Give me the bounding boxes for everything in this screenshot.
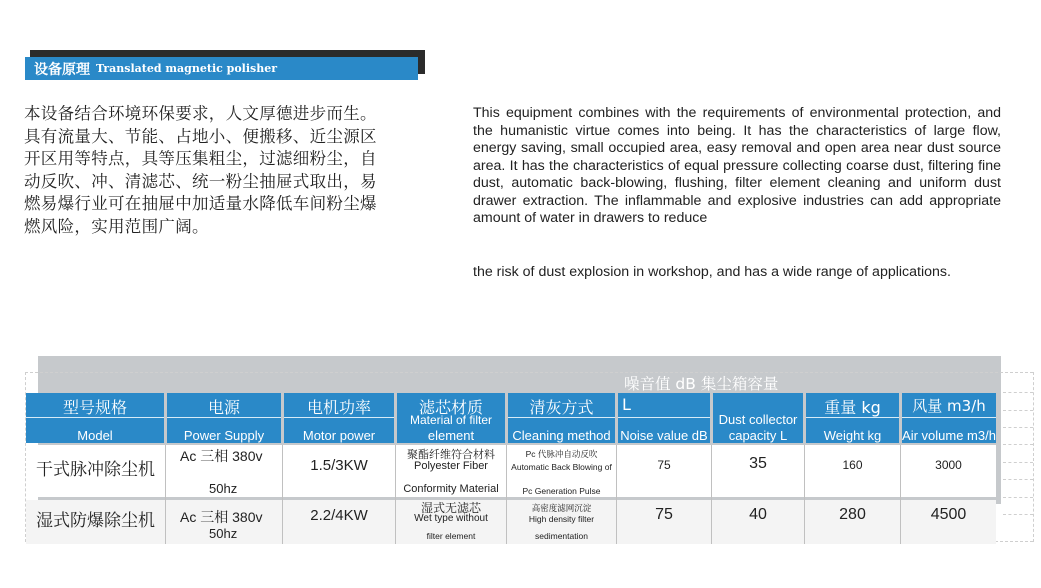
guide-line [1003,462,1033,463]
header-divider [618,417,710,418]
column-divider [165,445,166,544]
header-filter [397,393,505,443]
header-air [902,393,996,443]
header-divider [902,417,996,418]
row2-motor: 2.2/4KW [310,507,368,524]
header-weight [806,393,899,443]
section-banner [25,57,418,80]
row1-cleaning-line1: Pc 代脉冲自动反吹 [525,449,598,459]
guide-line [1003,497,1033,498]
row1-power-line1: Ac 三相 380v [180,448,263,464]
intro-zh-line: 动反吹、冲、清滤芯、统一粉尘抽屉式取出，易 [24,171,377,191]
header-motor-zh: 电机功率 [306,398,371,417]
section-title-en: Translated magnetic polisher [96,62,278,75]
header-power-zh: 电源 [207,398,240,417]
intro-en-paragraph: This equipment combines with the requirements of environmental protection, and the humanistic virtue comes into being. It has the characteristics of large flow, energy saving, small occupied area, easy removal and open area near dust source area. It has the characteristics of equal pressure collecting coarse dust, filtering fine dust, automatic back-blowing, flushing, filter element cleaning and uniform dust drawer extraction. The inflammable and explosive industries can add appropriate amount of water in drawers to reduce [473,105,1001,226]
header-model [26,393,164,443]
header-cleaning [508,393,615,443]
guide-line [1003,479,1033,480]
header-divider [806,417,899,418]
header-noise-zh: L [622,395,631,414]
header-cleaning-en: Cleaning method [512,428,611,443]
row1-dust: 35 [749,455,767,472]
header-divider [26,417,164,418]
intro-zh-line: 具有流量大、节能、占地小、便搬移、近尘源区 [24,126,377,146]
header-motor-en: Motor power [302,428,376,443]
header-filter-en-top: Material of filter [409,413,493,427]
header-dust-en: capacity L [728,428,788,443]
row1-filter-line1: 聚酯纤维符合材料 [407,449,495,461]
header-motor [284,393,394,443]
row1-weight: 160 [842,458,863,472]
row1-air: 3000 [935,458,962,472]
header-power [167,393,281,443]
header-model-en: Model [77,428,113,443]
intro-zh-paragraph [24,103,444,239]
row2-model: 湿式防爆除尘机 [36,511,155,531]
intro-zh-line: 本设备结合环境环保要求，人文厚德进步而生。 [24,104,377,123]
row2-power-line1: Ac 三相 380v [180,509,263,525]
header-air-en: Air volume m3/h [902,428,996,443]
guide-line [1003,427,1033,428]
header-noise-en: Noise value dB [620,428,708,443]
header-divider [508,417,615,418]
header-filter-zh: 滤芯材质 [418,398,483,417]
header-dust [713,393,803,443]
row2-filter-line1: 湿式无滤芯 [420,501,481,515]
row2-filter-line2: Wet type without [414,513,488,524]
header-weight-en: Weight kg [823,428,882,443]
header-noise [618,393,710,443]
row2-cleaning-line2: High density filter [528,514,595,524]
guide-line [1003,444,1033,445]
row2-dust: 40 [749,506,767,523]
row1-model: 干式脉冲除尘机 [36,460,155,480]
row2-filter-line3: filter element [426,531,476,541]
header-filter-en: element [427,428,475,443]
header-power-en: Power Supply [183,428,265,443]
row2-cleaning-line1: 高密度滤网沉淀 [531,503,592,513]
row1-filter-line3: Conformity Material [403,483,499,495]
row1-power-line2: 50hz [209,481,238,496]
section-title-zh: 设备原理 [34,61,90,78]
guide-line [1003,392,1033,393]
row1-motor: 1.5/3KW [310,457,368,474]
header-cleaning-zh: 清灰方式 [529,398,594,417]
table-top-strip-label: 噪音值 dB 集尘箱容量 [624,375,779,393]
header-model-zh: 型号规格 [62,398,127,417]
intro-zh-line: 燃风险，实用范围广阔。 [24,216,209,236]
header-divider [284,417,394,418]
row1-cleaning-line3: Pc Generation Pulse [522,486,601,496]
header-air-zh: 风量 m3/h [912,397,986,415]
header-dust-en-top: Dust collector [718,412,798,427]
row2-cleaning-line3: sedimentation [535,531,588,541]
intro-zh-line: 开区用等特点，具等压集粗尘，过滤细粉尘，自 [24,149,377,169]
guide-line [25,372,1033,373]
intro-zh-line: 燃易爆行业可在抽屉中加适量水降低车间粉尘爆 [24,194,377,214]
row1-filter-line2: Polyester Fiber [414,460,488,472]
header-weight-zh: 重量 kg [824,398,881,417]
row1-noise: 75 [657,458,671,472]
guide-line [1003,514,1033,515]
header-divider [167,417,281,418]
row2-weight: 280 [839,506,866,523]
row2-air: 4500 [930,506,967,523]
row2-noise: 75 [655,506,673,523]
intro-en-paragraph-continued: the risk of dust explosion in workshop, and has a wide range of applications. [473,264,951,280]
guide-line [1003,410,1033,411]
row1-cleaning-line2: Automatic Back Blowing of [511,462,612,472]
row2-power-line2: 50hz [209,526,238,541]
guide-line [1033,372,1034,542]
